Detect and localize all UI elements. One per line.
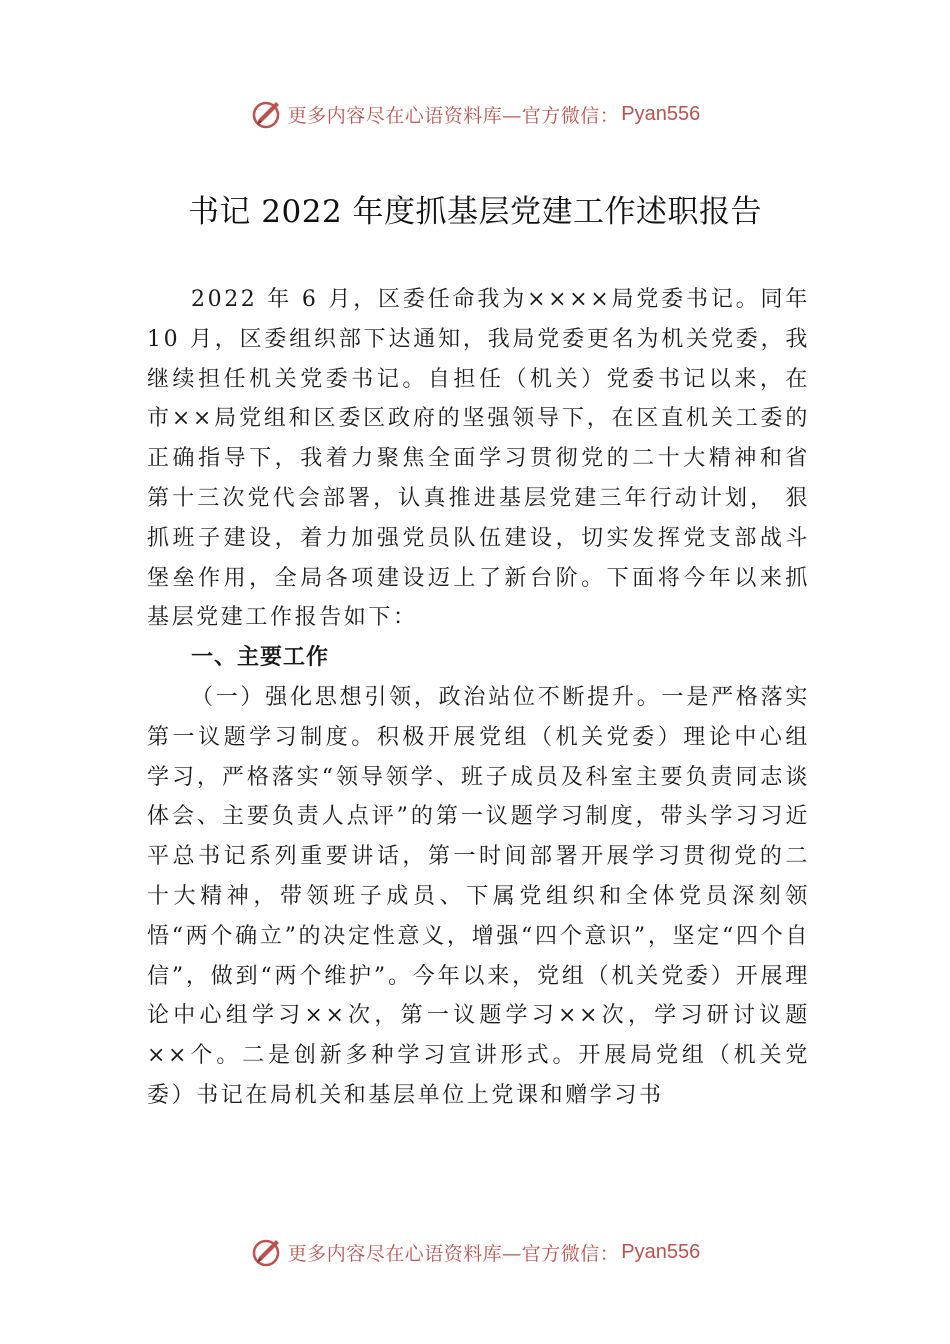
pen-logo-icon [250, 1235, 284, 1269]
section-paragraph: （一）强化思想引领，政治站位不断提升。一是严格落实第一议题学习制度。积极开展党组（机关党委）理论中心组学习，严格落实“领导领学、班子成员及科室主要负责同志谈体会、主要负责人点评”的第一议题学习制度，带头学习习近平总书记系列重要讲话，第一时间部署开展学习贯彻党的二十大精神，带领班子成员、下属党组织和全体党员深刻领悟“两个确立”的决定性意义，增强“四个意识”，坚定“四个自信”，做到“两个维护”。今年以来，党组（机关党委）开展理论中心组学习××次，第一议题学习××次，学习研讨议题××个。二是创新多种学习宣讲形式。开展局党组（机关党委）书记在局机关和基层单位上党课和赠学习书 [147, 684, 810, 1108]
watermark-text: 更多内容尽在心语资料库—官方微信： [287, 104, 620, 127]
section-heading: 一、主要工作 [191, 645, 330, 671]
watermark-wechat-id: Pyan556 [621, 1240, 701, 1263]
watermark-wechat-id: Pyan556 [621, 102, 701, 125]
document-title: 书记 2022 年度抓基层党建工作述职报告 [187, 194, 763, 230]
document-body [147, 280, 810, 1116]
watermark-banner-top [0, 96, 950, 132]
pen-logo-icon [250, 97, 284, 131]
watermark-text: 更多内容尽在心语资料库—官方微信： [287, 1242, 620, 1265]
intro-paragraph: 2022 年 6 月，区委任命我为××××局党委书记。同年 10 月，区委组织部下达通知，我局党委更名为机关党委，我继续担任机关党委书记。自担任（机关）党委书记以来，在市××局党组和区委区政府的坚强领导下，在区直机关工委的正确指导下，我着力聚焦全面学习贯彻党的二十大精神和省第十三次党代会部署，认真推进基层党建三年行动计划， 狠抓班子建设，着力加强党员队伍建设，切实发挥党支部战斗堡垒作用，全局各项建设迈上了新台阶。下面将今年以来抓基层党建工作报告如下： [147, 287, 810, 631]
watermark-banner-bottom [0, 1234, 950, 1270]
